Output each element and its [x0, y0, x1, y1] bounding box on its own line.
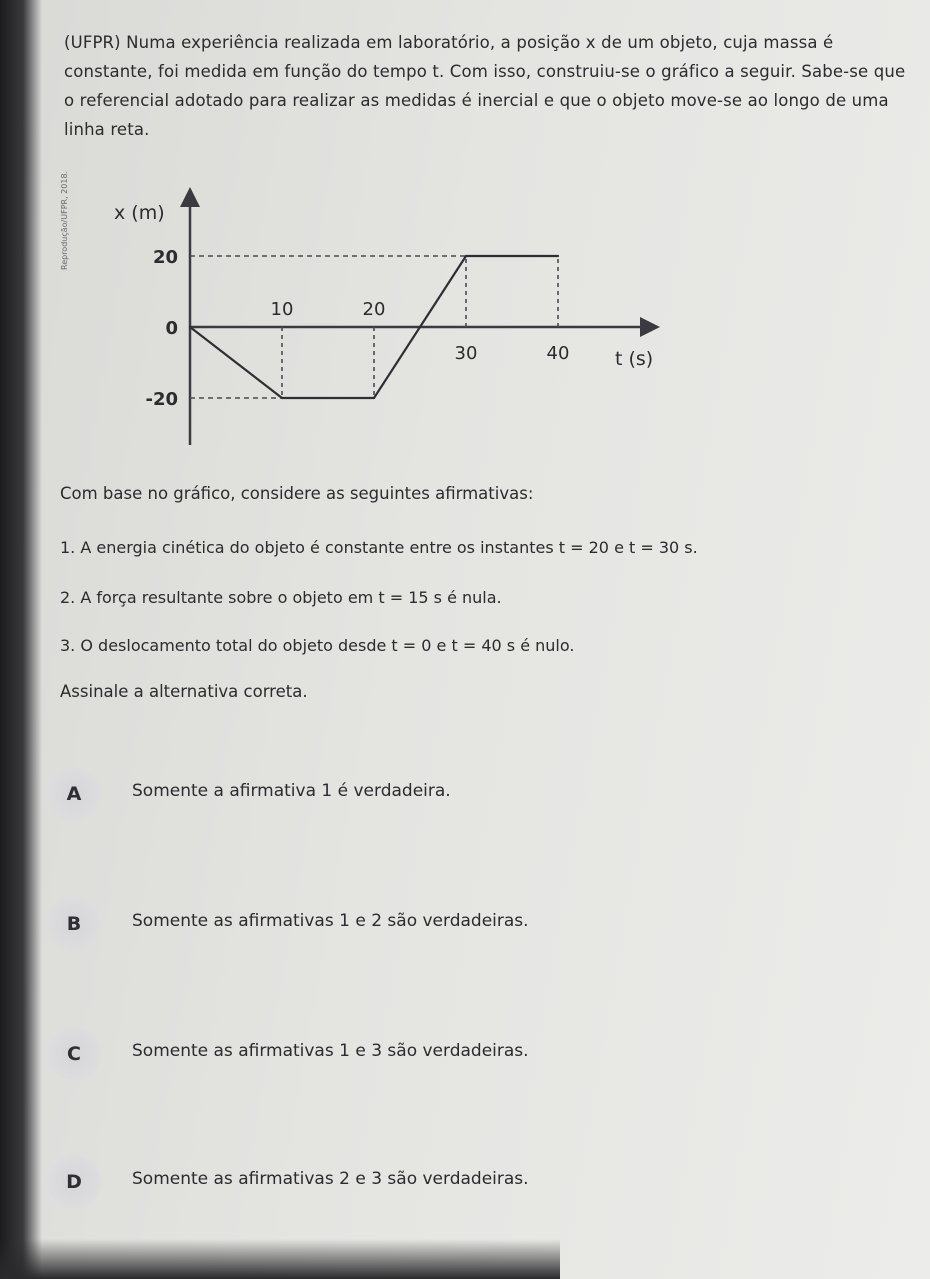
option-letter: B: [46, 896, 102, 952]
option-letter: C: [46, 1026, 102, 1082]
statement-3: 3. O deslocamento total do objeto desde t = 0 e t = 40 s é nulo.: [60, 636, 575, 655]
option-text: Somente as afirmativas 2 e 3 são verdadeiras.: [132, 1169, 529, 1189]
screen-bottom-shadow: [0, 1239, 560, 1279]
statement-2: 2. A força resultante sobre o objeto em t = 15 s é nula.: [60, 588, 502, 607]
y-tick-label-0: 0: [165, 318, 178, 339]
option-text: Somente as afirmativas 1 e 3 são verdadeiras.: [132, 1041, 529, 1061]
x-tick-label-20: 20: [362, 299, 386, 320]
x-axis-label: t (s): [615, 348, 654, 370]
option-a[interactable]: [40, 760, 860, 840]
y-tick-label--20: -20: [145, 389, 178, 410]
option-c[interactable]: [40, 1020, 860, 1100]
screen-edge-shadow: [0, 0, 42, 1279]
position-time-graph: [100, 185, 700, 455]
x-tick-label-30: 30: [454, 343, 478, 364]
option-text: Somente a afirmativa 1 é verdadeira.: [132, 781, 451, 801]
option-d[interactable]: [40, 1148, 860, 1228]
y-axis-label: x (m): [114, 202, 165, 224]
series-segment-1: [190, 327, 282, 398]
option-b[interactable]: [40, 890, 860, 970]
y-tick-label-20: 20: [152, 247, 178, 268]
statement-1: 1. A energia cinética do objeto é constante entre os instantes t = 20 e t = 30 s.: [60, 538, 698, 557]
x-tick-label-40: 40: [546, 343, 570, 364]
x-tick-label-10: 10: [270, 299, 294, 320]
instruction: Assinale a alternativa correta.: [60, 682, 308, 701]
option-letter: D: [46, 1154, 102, 1210]
option-text: Somente as afirmativas 1 e 2 são verdadeiras.: [132, 911, 529, 931]
option-letter: A: [46, 766, 102, 822]
figure-credit: Reprodução/UFPR, 2018.: [60, 170, 69, 270]
question-text: (UFPR) Numa experiência realizada em laboratório, a posição x de um objeto, cuja massa é constante, foi medida em função do tempo t. Com isso, construiu-se o gráfico a seguir. Sabe-se que o referencial adotado para realizar as medidas é inercial e que o objeto move-se ao longo de uma linha reta.: [64, 33, 906, 139]
statements-intro: Com base no gráfico, considere as seguintes afirmativas:: [60, 484, 534, 503]
